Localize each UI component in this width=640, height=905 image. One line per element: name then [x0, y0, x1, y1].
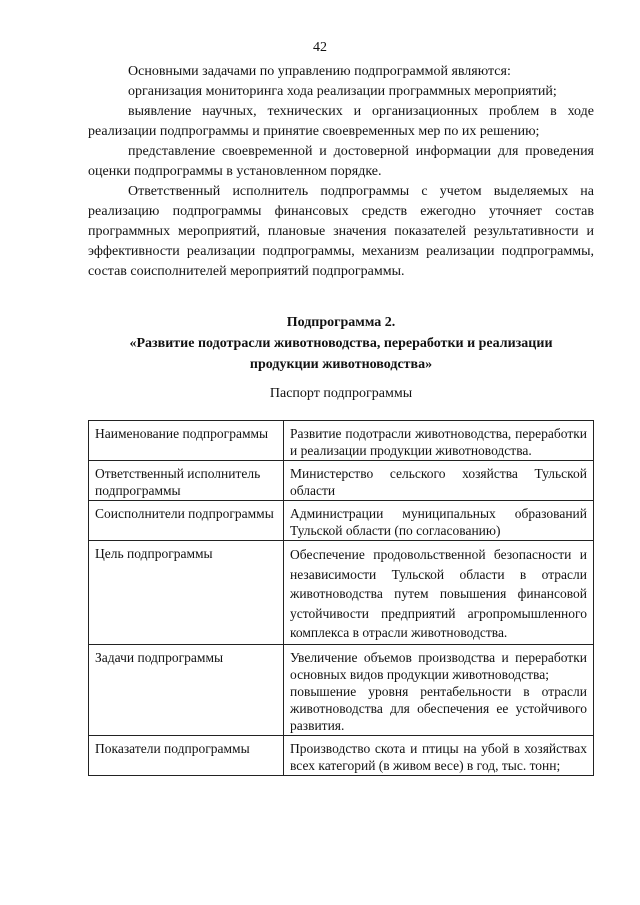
table-row — [89, 541, 594, 645]
body-paragraph: представление своевременной и достоверной информации для проведения оценки подпрограммы в установленном порядке. — [88, 144, 594, 179]
row-value-text: Министерство сельского хозяйства Тульской области — [290, 466, 587, 498]
table-row — [89, 735, 594, 775]
passport-table — [88, 420, 594, 776]
row-label: Ответственный исполнитель подпрограммы — [89, 461, 284, 501]
row-value — [284, 421, 594, 461]
body-paragraph: Основными задачами по управлению подпрограммой являются: — [128, 64, 511, 79]
row-label: Цель подпрограммы — [89, 541, 284, 645]
row-value — [284, 461, 594, 501]
table-row — [89, 644, 594, 735]
subprogram-name-line: «Развитие подотрасли животноводства, переработки и реализации — [129, 336, 553, 351]
row-value-text: Развитие подотрасли животноводства, переработки и реализации продукции животноводства. — [290, 426, 587, 458]
passport-title: Паспорт подпрограммы — [269, 386, 413, 401]
body-paragraph: выявление научных, технических и организационных проблем в ходе реализации подпрограммы и принятие своевременных мер по их решению; — [88, 104, 594, 139]
page-number: 42 — [313, 40, 327, 55]
table-row — [89, 501, 594, 541]
row-value — [284, 501, 594, 541]
row-value-text: Обеспечение продовольственной безопасности и независимости Тульской области в отрасли животноводства путем повышения финансовой устойчивости предприятий агропромышленного комплекса в отрасли животноводства. — [290, 547, 587, 640]
subprogram-heading: Подпрограмма 2. — [286, 315, 396, 330]
subprogram-title — [88, 312, 594, 375]
row-value — [284, 541, 594, 645]
table-row — [89, 461, 594, 501]
row-value — [284, 644, 594, 735]
row-value-text: повышение уровня рентабельности в отрасли животноводства для обеспечения ее устойчивого развития. — [290, 683, 587, 733]
subprogram-name-line: продукции животноводства» — [249, 357, 433, 372]
row-label: Показатели подпрограммы — [89, 735, 284, 775]
row-value-text: Увеличение объемов производства и переработки основных видов продукции животноводства; — [290, 649, 587, 682]
row-label: Задачи подпрограммы — [89, 644, 284, 735]
body-paragraph: Ответственный исполнитель подпрограммы с учетом выделяемых на реализацию подпрограммы финансовых средств ежегодно уточняет состав программных мероприятий, плановые значения показателей результативности и эффективности реализации подпрограммы, механизм реализации подпрограммы, состав соисполнителей мероприятий подпрограммы. — [88, 184, 594, 279]
body-paragraph: организация мониторинга хода реализации программных мероприятий; — [128, 84, 557, 99]
table-row — [89, 421, 594, 461]
row-value — [284, 735, 594, 775]
row-value-text: Администрации муниципальных образований Тульской области (по согласованию) — [290, 506, 587, 538]
row-label: Наименование подпрограммы — [89, 421, 284, 461]
row-label: Соисполнители подпрограммы — [89, 501, 284, 541]
body-text — [88, 62, 594, 282]
row-value-text: Производство скота и птицы на убой в хозяйствах всех категорий (в живом весе) в год, тыс. тонн; — [290, 740, 587, 773]
